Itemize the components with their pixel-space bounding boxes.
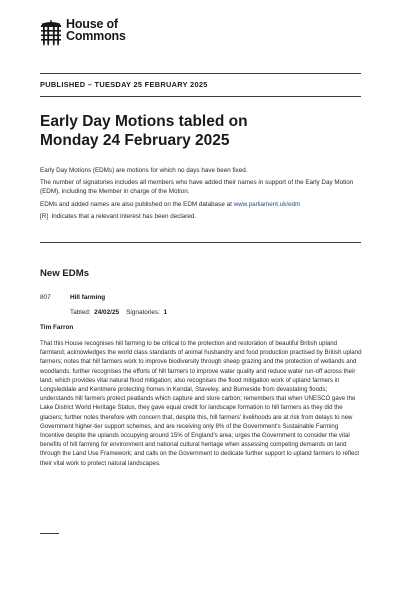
logo-line-2: Commons [66,29,126,43]
intro-paragraph-4 [40,212,362,221]
edm-title: Hill farming [70,294,106,301]
intro-paragraph-3 [40,200,362,209]
edm-sponsor: Tim Farron [40,324,74,331]
tabled-label: Tabled: [70,309,91,316]
relevant-interest-marker: [R] [40,212,49,220]
edm-meta [70,309,167,316]
end-divider [40,533,59,534]
published-date: PUBLISHED – TUESDAY 25 FEBRUARY 2025 [40,80,208,89]
intro-divider [40,242,361,243]
published-divider [40,96,361,97]
page-title-line-2: Monday 24 February 2025 [40,132,230,149]
edm-body: That this House recognises hill farming to be critical to the protection and restoration of beautiful British upland farmland; acknowledges the world class standards of animal husbandry and food production practised by British upland farmers; notes that hill farmers work to improve biodiversity through sheep grazing and the protection of wetlands and woodlands; further recognises the efforts of hill farmers to improve water quality and reduce water run-off across their land, which provides vital natural flood mitigation; also recognises the flood mitigation work of upland farmers in Longsleddale and Kentmere protecting homes in Kendal, Staveley, and Burneside from devastating floods; understands hill farmers protect peatlands which capture and store carbon; remembers that when UNESCO gave the Lake District World Heritage Status, they gave equal credit for landscape formation to hill farmers as they did the glaciers; further notes therefore with concern that, despite this, hill farmers' livelihoods are at risk from delays to new Government higher-tier support schemes, and are receiving only 8% of the Government's Sustainable Farming Incentive despite the uplands occupying around 15% of England's area; urges the Government to consider the vital benefits of hill farming for environment and national cultural heritage when assessing competing demands on land through the Land Use Framework; and calls on the Government to dedicate further support to upland farmers to reflect their vital work to protect natural landscapes. [40,340,362,467]
intro-paragraph-1: Early Day Motions (EDMs) are motions for which no days have been fixed. [40,167,248,174]
top-divider [40,73,361,74]
signatories-count: 1 [163,309,168,316]
intro-paragraph-2: The number of signatories includes all members who have added their names in support of the Early Day Motion (EDM), including the Member in charge of the Motion. [40,179,354,196]
edm-database-link[interactable]: www.parliament.uk/edm [233,200,301,208]
signatories-label: Signatories: [126,309,160,316]
relevant-interest-text: Indicates that a relevant interest has been declared. [51,212,197,220]
logo-line-1: House of [66,17,118,31]
tabled-date: 24/02/25 [94,309,120,316]
portcullis-icon [40,19,62,47]
intro-notes [40,166,362,224]
page-title [40,112,360,150]
house-of-commons-logo [40,18,126,47]
edm-number: 807 [40,294,51,301]
intro-paragraph-3-text: EDMs and added names are also published on the EDM database at [40,200,234,208]
section-title: New EDMs [40,268,90,279]
page-title-line-1: Early Day Motions tabled on [40,113,248,130]
